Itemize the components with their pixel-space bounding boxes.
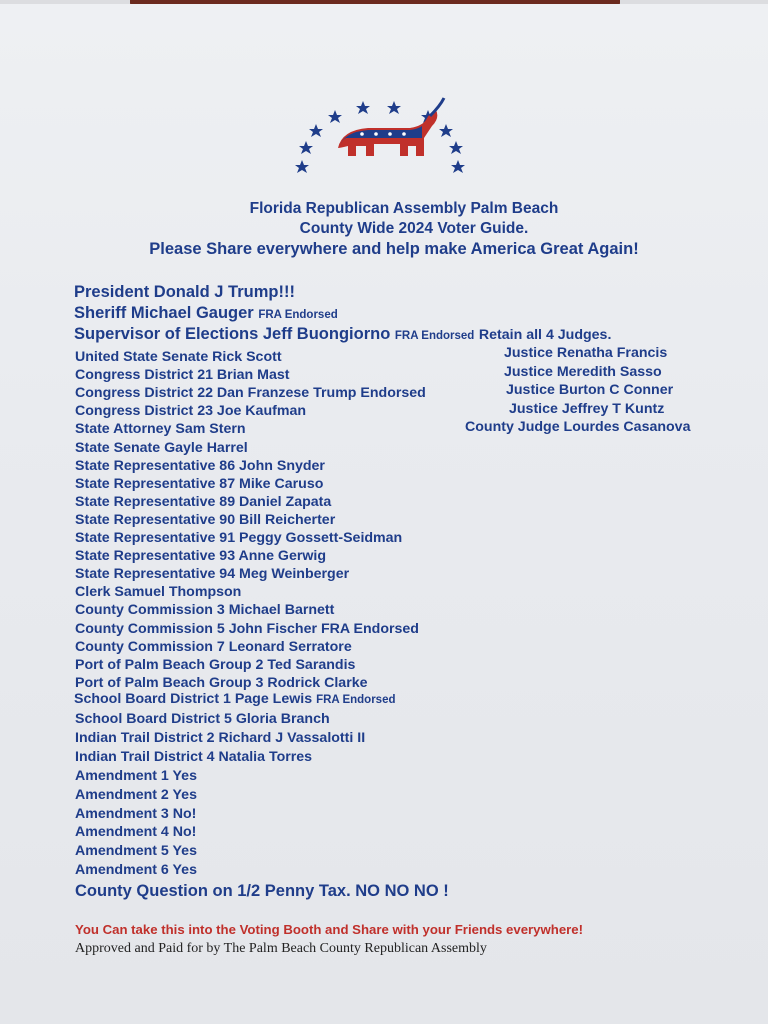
star-icon [299, 141, 313, 154]
school-board-1-line [74, 691, 396, 708]
fra-endorsed-note: FRA Endorsed [394, 330, 475, 342]
guide-title-line-3: Please Share everywhere and help make America Great Again! [149, 240, 639, 258]
star-icon [449, 141, 463, 154]
list-item: State Representative 87 Mike Caruso [75, 475, 324, 492]
judge-item: Justice Jeffrey T Kuntz [509, 400, 665, 417]
list-item: State Attorney Sam Stern [75, 421, 246, 438]
sheriff-text: Sheriff Michael Gauger [74, 304, 254, 322]
guide-title-line-2: County Wide 2024 Voter Guide. [299, 220, 529, 237]
judge-item: Justice Meredith Sasso [504, 363, 662, 380]
list-item: Amendment 4 No! [75, 824, 197, 841]
fra-endorsed-note: FRA Endorsed [316, 694, 396, 706]
list-item: United State Senate Rick Scott [75, 349, 282, 365]
sheriff-line [74, 304, 338, 325]
list-item: Amendment 3 No! [75, 805, 197, 822]
star-icon [439, 124, 453, 137]
list-item: Congress District 21 Brian Mast [75, 367, 290, 384]
list-item: Indian Trail District 4 Natalia Torres [75, 748, 313, 765]
list-item: State Representative 90 Bill Reicherter [75, 511, 336, 528]
list-item: County Commission 7 Leonard Serratore [75, 638, 352, 655]
star-icon [328, 110, 342, 123]
list-item: Congress District 23 Joe Kaufman [75, 403, 307, 420]
retain-judges-text: Retain all 4 Judges. [478, 327, 612, 343]
republican-elephant-icon [290, 96, 470, 186]
star-icon [356, 101, 370, 114]
list-item: State Representative 93 Anne Gerwig [75, 548, 326, 565]
voter-guide-page [0, 4, 768, 1024]
list-item: State Representative 89 Daniel Zapata [75, 493, 332, 510]
list-item: Amendment 1 Yes [75, 767, 197, 784]
list-item: Indian Trail District 2 Richard J Vassalotti II [75, 729, 366, 746]
list-item: State Representative 91 Peggy Gossett-Seidman [75, 530, 403, 546]
list-item: Amendment 6 Yes [75, 862, 197, 879]
share-note: You Can take this into the Voting Booth and Share with your Friends everywhere! [75, 922, 584, 937]
list-item: State Representative 86 John Snyder [75, 457, 325, 474]
paid-for-disclaimer: Approved and Paid for by The Palm Beach County Republican Assembly [75, 941, 487, 956]
list-item: Amendment 2 Yes [75, 786, 197, 803]
president-line [74, 283, 295, 302]
star-icon [451, 160, 465, 173]
star-icon [387, 101, 401, 114]
supervisor-line [74, 325, 611, 346]
list-item: Amendment 5 Yes [75, 843, 197, 860]
list-item: Congress District 22 Dan Franzese Trump Endorsed [75, 385, 426, 402]
school-board-1-text: School Board District 1 Page Lewis [74, 691, 313, 707]
judge-item: County Judge Lourdes Casanova [465, 419, 691, 435]
list-item: School Board District 5 Gloria Branch [75, 711, 330, 727]
list-item: County Commission 3 Michael Barnett [75, 602, 335, 619]
list-item: Clerk Samuel Thompson [75, 584, 242, 601]
judge-item: Justice Burton C Conner [506, 382, 674, 398]
fra-endorsed-note: FRA Endorsed [258, 309, 338, 321]
star-icon [309, 124, 323, 137]
list-item: Port of Palm Beach Group 2 Ted Sarandis [75, 656, 356, 673]
president-text: President Donald J Trump!!! [74, 283, 295, 301]
judge-item: Justice Renatha Francis [504, 345, 668, 361]
list-item: State Senate Gayle Harrel [75, 439, 248, 456]
list-item: County Commission 5 John Fischer FRA Endorsed [75, 620, 419, 637]
star-icon [295, 160, 309, 173]
county-question-line: County Question on 1/2 Penny Tax. NO NO NO ! [75, 882, 449, 900]
guide-title-line-1: Florida Republican Assembly Palm Beach [249, 200, 559, 217]
list-item: State Representative 94 Meg Weinberger [75, 566, 350, 583]
list-item: Port of Palm Beach Group 3 Rodrick Clarke [75, 674, 368, 691]
supervisor-text: Supervisor of Elections Jeff Buongiorno [74, 325, 391, 343]
